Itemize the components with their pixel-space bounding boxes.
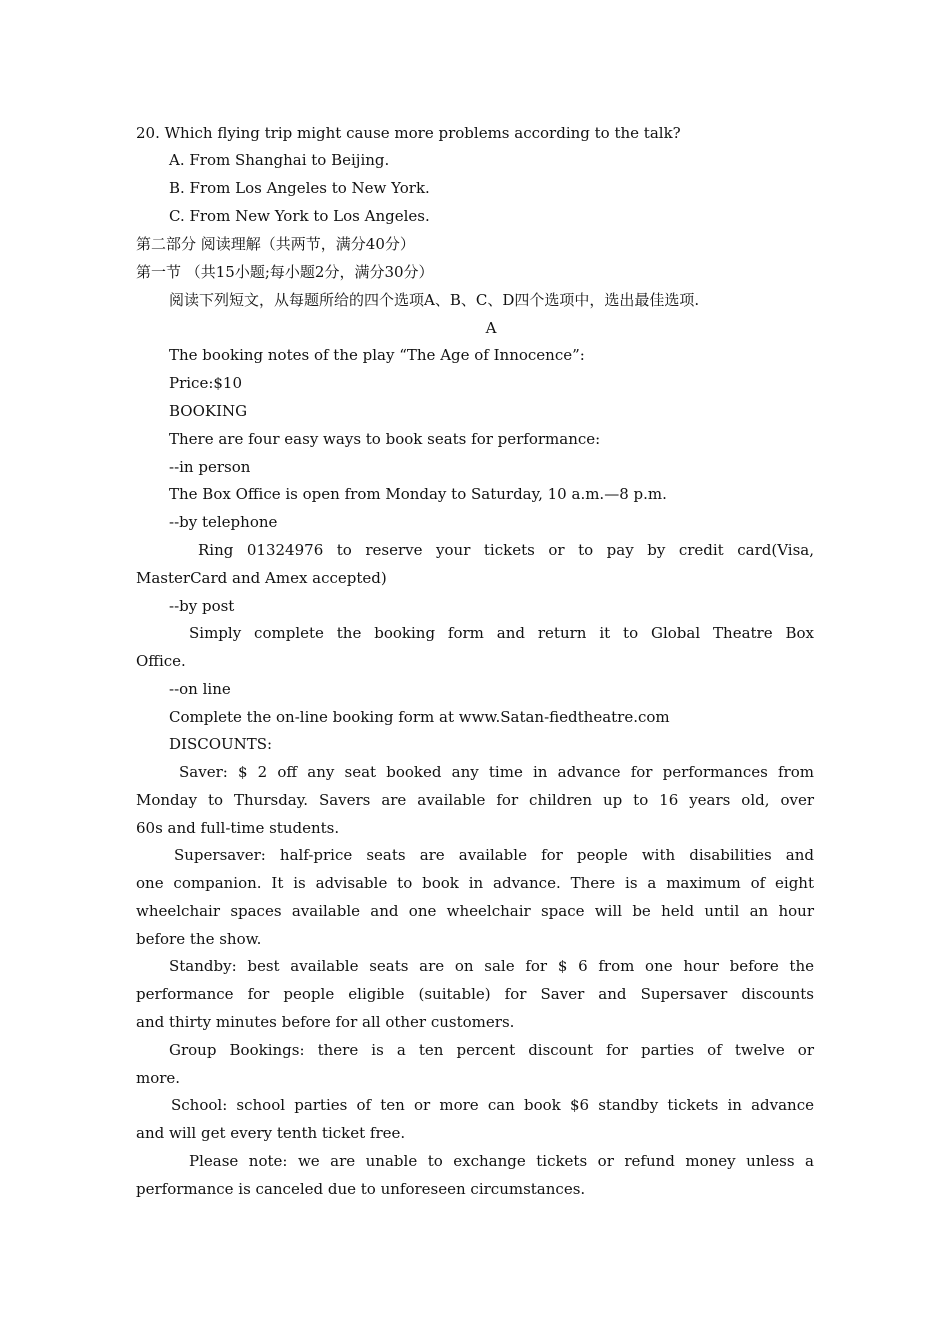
passage-line: Ring 01324976 to reserve your tickets or to pay by credit card(Visa, — [198, 541, 814, 559]
option-c: C. From New York to Los Angeles. — [169, 207, 430, 225]
passage-line: 60s and full-time students. — [136, 819, 340, 837]
passage-line: more. — [136, 1069, 181, 1087]
passage-line: and will get every tenth ticket free. — [136, 1124, 406, 1142]
passage-line: --on line — [169, 680, 231, 698]
passage-line: one companion. It is advisable to book in advance. There is a maximum of eight — [136, 874, 814, 892]
passage-line: Standby: best available seats are on sale for $ 6 from one hour before the — [169, 957, 814, 975]
passage-line: performance for people eligible (suitable) for Saver and Supersaver discounts — [136, 985, 814, 1003]
passage-line: Price:$10 — [169, 374, 243, 392]
passage-line: Please note: we are unable to exchange tickets or refund money unless a — [189, 1152, 814, 1170]
passage-line: --in person — [169, 458, 251, 476]
passage-line: performance is canceled due to unforeseen circumstances. — [136, 1180, 586, 1198]
passage-line: Complete the on-line booking form at www.Satan-fiedtheatre.com — [169, 708, 670, 726]
option-a: A. From Shanghai to Beijing. — [169, 151, 390, 169]
passage-line: School: school parties of ten or more can book $6 standby tickets in advance — [171, 1096, 814, 1114]
option-b: B. From Los Angeles to New York. — [169, 179, 430, 197]
passage-line: wheelchair spaces available and one wheelchair space will be held until an hour — [136, 902, 814, 920]
passage-line: Office. — [136, 652, 186, 670]
instruction: 阅读下列短文，从每题所给的四个选项A、B、C、D四个选项中，选出最佳选项. — [169, 291, 700, 309]
passage-line: MasterCard and Amex accepted) — [136, 569, 387, 587]
passage-line: BOOKING — [169, 402, 248, 420]
passage-line: There are four easy ways to book seats for performance: — [169, 430, 601, 448]
passage-line: Monday to Thursday. Savers are available for children up to 16 years old, over — [136, 791, 814, 809]
passage-line: Simply complete the booking form and return it to Global Theatre Box — [189, 624, 814, 642]
passage-letter: A — [485, 319, 497, 337]
passage-line: Group Bookings: there is a ten percent discount for parties of twelve or — [169, 1041, 814, 1059]
passage-line: before the show. — [136, 930, 262, 948]
passage-line: The booking notes of the play “The Age of Innocence”: — [169, 346, 585, 364]
part-heading: 第二部分 阅读理解（共两节，满分40分） — [136, 235, 415, 253]
passage-line: --by telephone — [169, 513, 278, 531]
passage-line: Saver: $ 2 off any seat booked any time in advance for performances from — [179, 763, 814, 781]
passage-line: --by post — [169, 597, 235, 615]
passage-line: Supersaver: half-price seats are available for people with disabilities and — [174, 846, 814, 864]
passage-line: The Box Office is open from Monday to Saturday, 10 a.m.—8 p.m. — [169, 485, 667, 503]
passage-line: and thirty minutes before for all other customers. — [136, 1013, 515, 1031]
passage-line: DISCOUNTS: — [169, 735, 273, 753]
section-heading: 第一节 （共15小题;每小题2分，满分30分） — [136, 263, 434, 281]
question-stem: 20. Which flying trip might cause more problems according to the talk? — [136, 124, 681, 142]
